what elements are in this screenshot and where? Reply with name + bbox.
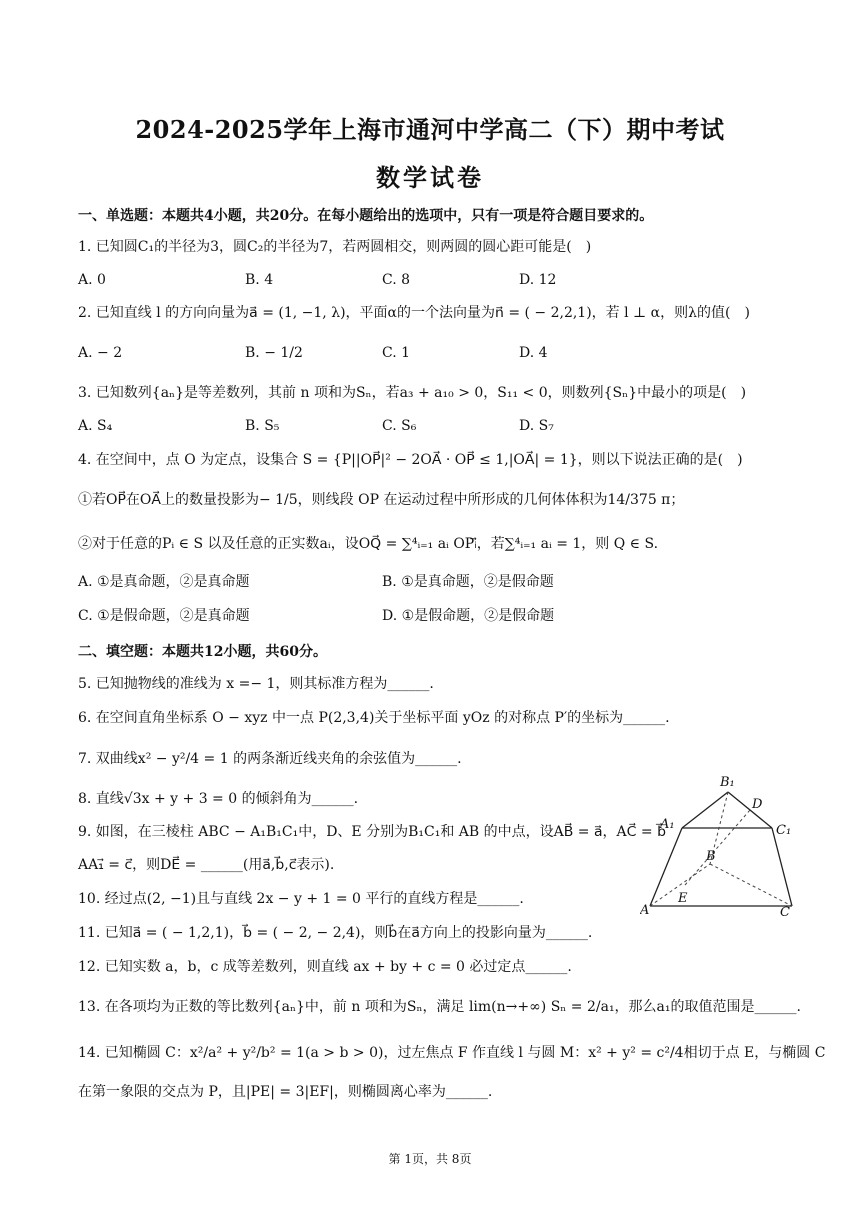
question-11: 11. 已知a⃗ = ( − 1,2,1)，b⃗ = ( − 2, − 2,4)，则b⃗在a⃗方向上的投影向量为______. [78, 925, 593, 941]
question-4-statement-2: ②对于任意的Pᵢ ∈ S 以及任意的正实数aᵢ，设OQ⃗ = ∑⁴ᵢ₌₁ aᵢ OPᵢ⃗，若∑⁴ᵢ₌₁ aᵢ = 1，则 Q ∈ S. [78, 536, 659, 552]
question-2-option-a: A. − 2 [78, 345, 123, 361]
label-a1: A₁ [660, 817, 675, 832]
label-d: D [752, 797, 763, 812]
section-heading-single-choice: 一、单选题：本题共4小题，共20分。在每小题给出的选项中，只有一项是符合题目要求的。 [78, 208, 654, 224]
label-c: C [780, 905, 790, 918]
question-8: 8. 直线√3x + y + 3 = 0 的倾斜角为______. [78, 791, 359, 807]
question-14-line-1: 14. 已知椭圆 C：x²/a² + y²/b² = 1(a > b > 0)，过左焦点 F 作直线 l 与圆 M：x² + y² = c²/4相切于点 E，与椭圆 C [78, 1045, 826, 1061]
question-4-statement-1: ①若OP⃗在OA⃗上的数量投影为− 1/5，则线段 OP 在运动过程中所形成的几何体体积为14/375 π； [78, 492, 685, 508]
section-heading-fill-in: 二、填空题：本题共12小题，共60分。 [78, 644, 327, 660]
document-title: 2024-2025学年上海市通河中学高二（下）期中考试 [135, 115, 725, 144]
question-1-option-a: A. 0 [78, 272, 106, 288]
question-2-stem: 2. 已知直线 l 的方向向量为a⃗ = (1, −1, λ)，平面α的一个法向量为n⃗ = ( − 2,2,1)，若 l ⊥ α，则λ的值( ) [78, 305, 750, 321]
question-4-option-a: A. ①是真命题，②是真命题 [78, 574, 250, 590]
triangular-prism-figure [640, 768, 800, 918]
question-1-option-d: D. 12 [519, 272, 557, 288]
page-footer: 第 1页，共 8页 [388, 1152, 472, 1166]
question-9-line-1: 9. 如图，在三棱柱 ABC − A₁B₁C₁中，D、E 分别为B₁C₁和 AB 的中点，设AB⃗ = a⃗，AC⃗ = b⃗ [78, 824, 666, 840]
label-e: E [678, 891, 688, 906]
question-4-option-b: B. ①是真命题，②是假命题 [382, 574, 554, 590]
question-1-option-c: C. 8 [382, 272, 411, 288]
question-13: 13. 在各项均为正数的等比数列{aₙ}中，前 n 项和为Sₙ，满足 lim(n→+∞) Sₙ = 2/a₁，那么a₁的取值范围是______. [78, 999, 801, 1015]
question-5: 5. 已知抛物线的准线为 x =− 1，则其标准方程为______. [78, 676, 434, 692]
label-b: B [706, 849, 716, 864]
question-4-option-d: D. ①是假命题，②是假命题 [382, 608, 555, 624]
label-b1: B₁ [720, 775, 735, 790]
question-4-stem: 4. 在空间中，点 O 为定点，设集合 S = {P||OP⃗|² − 2OA⃗ · OP⃗ ≤ 1,|OA⃗| = 1}，则以下说法正确的是( ) [78, 452, 743, 468]
label-c1: C₁ [776, 823, 792, 838]
question-2-option-c: C. 1 [382, 345, 411, 361]
question-4-option-c: C. ①是假命题，②是真命题 [78, 608, 250, 624]
question-3-stem: 3. 已知数列{aₙ}是等差数列，其前 n 项和为Sₙ，若a₃ + a₁₀ > 0，S₁₁ < 0，则数列{Sₙ}中最小的项是( ) [78, 385, 747, 401]
question-10: 10. 经过点(2, −1)且与直线 2x − y + 1 = 0 平行的直线方程是______. [78, 891, 524, 907]
question-9-line-2: AA₁⃗ = c⃗，则DE⃗ = ______(用a⃗,b⃗,c⃗表示). [78, 857, 335, 873]
question-12: 12. 已知实数 a，b，c 成等差数列，则直线 ax + by + c = 0 必过定点______. [78, 959, 572, 975]
question-3-option-b: B. S₅ [245, 418, 280, 434]
question-7: 7. 双曲线x² − y²/4 = 1 的两条渐近线夹角的余弦值为______. [78, 751, 462, 767]
question-3-option-a: A. S₄ [78, 418, 113, 434]
question-6: 6. 在空间直角坐标系 O − xyz 中一点 P(2,3,4)关于坐标平面 yOz 的对称点 P′的坐标为______. [78, 710, 670, 726]
question-3-option-d: D. S₇ [519, 418, 554, 434]
question-1-option-b: B. 4 [245, 272, 274, 288]
question-2-option-d: D. 4 [519, 345, 548, 361]
label-a: A [640, 903, 650, 918]
question-3-option-c: C. S₆ [382, 418, 417, 434]
question-1-stem: 1. 已知圆C₁的半径为3，圆C₂的半径为7，若两圆相交，则两圆的圆心距可能是( ) [78, 239, 592, 255]
question-14-line-2: 在第一象限的交点为 P，且|PE| = 3|EF|，则椭圆离心率为______. [78, 1084, 493, 1100]
question-2-option-b: B. − 1/2 [245, 345, 303, 361]
document-subtitle: 数学试卷 [376, 163, 484, 192]
